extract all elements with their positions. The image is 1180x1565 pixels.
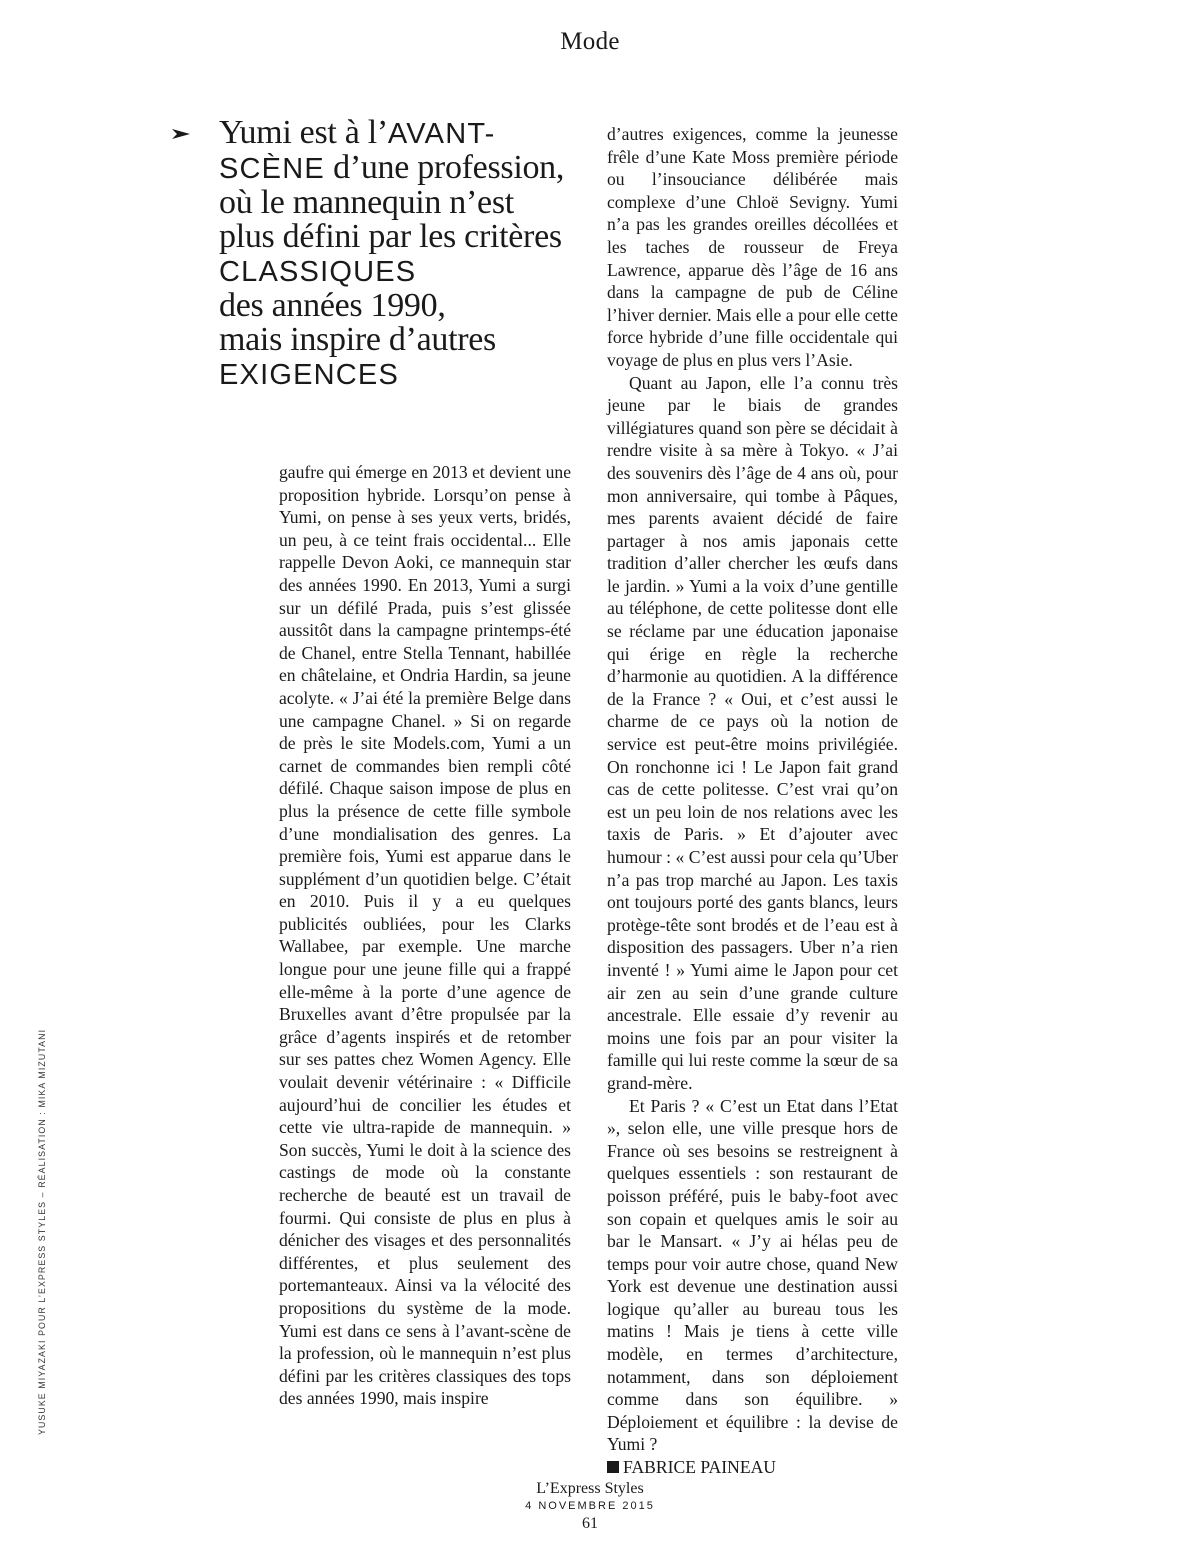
article-paragraph: gaufre qui émerge en 2013 et devient une proposition hybride. Lorsqu’on pense à Yumi, on pense à ses yeux verts, bridés, un peu, à ce teint frais occidental... Elle rappelle Devon Aoki, ce mannequin star des années 1990. En 2013, Yumi a surgi sur un défilé Prada, puis s’est glissée aussitôt dans la campagne printemps-été de Chanel, entre Stella Tennant, habillée en châtelaine, et Ondria Hardin, sa jeune acolyte. « J’ai été la première Belge dans une campagne Chanel. » Si on regarde de près le site Models.com, Yumi a un carnet de commandes bien rempli côté défilé. Chaque saison impose de plus en plus la présence de cette fille symbole d’une mondialisation des genres. La première fois, Yumi est apparue dans le supplément d’un quotidien belge. C’était en 2010. Puis il y a eu quelques publicités oubliées, pour les Clarks Wallabee, par exemple. Une marche longue pour une jeune fille qui a frappé elle-même à la porte d’une agence de Bruxelles avant d’être propulsée par la grâce d’agents inspirés et de retomber sur ses pattes chez Women Agency. Elle voulait devenir vétérinaire : « Difficile aujourd’hui de concilier les études et cette vie ultra-rapide de mannequin. » Son succès, Yumi le doit à la science des castings de mode où la constante recherche de beauté est un travail de fourmi. Qui consiste de plus en plus à dénicher des visages et des personnalités différentes, et plus seulement des portemanteaux. Ainsi va la vélocité des propositions du système de la mode. Yumi est dans ce sens à l’avant-scène de la profession, où le mannequin n’est plus défini par les critères classiques des tops des années 1990, mais inspire <box>279 462 571 1409</box>
pull-quote-line <box>219 220 599 254</box>
article-paragraph: d’autres exigences, comme la jeunesse frêle d’une Kate Moss première période ou l’insouciance délibérée mais complexe d’une Chloë Sevigny. Yumi n’a pas les grandes oreilles décollées et les taches de rousseur de Freya Lawrence, apparue dès l’âge de 16 ans dans la campagne de pub de Céline l’hiver dernier. Mais elle a pour elle cette force hybride d’une fille occidentale qui voyage de plus en plus vers l’Asie. <box>607 124 898 370</box>
author-name: FABRICE PAINEAU <box>623 1457 776 1478</box>
magazine-name: L’Express Styles <box>536 1480 644 1497</box>
pull-quote-text: des années 1990, <box>219 287 446 324</box>
pull-quote-line <box>219 289 599 323</box>
pull-quote-text: plus défini par les critères <box>219 218 562 255</box>
pull-quote-line <box>219 116 599 151</box>
article-column-right <box>607 123 898 1479</box>
article-paragraph: Quant au Japon, elle l’a connu très jeune par le biais de grandes villégiatures quand son père se décidait à rendre visite à sa mère à Tokyo. « J’ai des souvenirs dès l’âge de 4 ans où, pour mon anniversaire, qui tombe à Pâques, mes parents avaient décidé de faire partager à nos amis japonais cette tradition d’aller chercher les œufs dans le jardin. » Yumi a la voix d’une gentille au téléphone, de cette politesse dont elle se réclame par une éducation japonaise qui érige en règle la recherche d’harmonie au quotidien. A la différence de la France ? « Oui, et c’est aussi le charme de ce pays où la notion de service est peut-être moins privilégiée. On ronchonne ici ! Le Japon fait grand cas de cette politesse. C’est vrai qu’on est un peu loin de nos relations avec les taxis de Paris. » Et d’ajouter avec humour : « C’est aussi pour cela qu’Uber n’a pas trop marché au Japon. Les taxis ont toujours porté des gants blancs, leurs protège-tête sont brodés et de l’eau est à disposition des passagers. Uber n’a rien inventé ! » Yumi aime le Japon pour cet air zen au sein d’une grande culture ancestrale. Elle essaie d’y revenir au moins une fois par an pour visiter la famille qui lui reste comme la sœur de sa grand-mère. <box>607 372 898 1093</box>
pull-quote-text: mais inspire d’autres <box>219 321 496 358</box>
arrow-right-icon <box>170 127 192 141</box>
pull-quote-caps: CLASSIQUES <box>219 256 417 288</box>
article-paragraph: Et Paris ? « C’est un Etat dans l’Etat », selon elle, une ville presque hors de France où ses besoins se restreignent à quelques essentiels : son restaurant de poisson préféré, puis le baby-foot avec son copain et quelques amis le soir au bar le Mansart. « J’y ai hélas peu de temps pour voir autre chose, quand New York est devenue une destination aussi logique qu’aller au bureau tous les matins ! Mais je tiens à cette ville modèle, en termes d’architecture, notamment, dans son déploiement comme dans son équilibre. » Déploiement et équilibre : la devise de Yumi ? <box>607 1095 898 1455</box>
pull-quote-text: Yumi est à l’ <box>219 114 388 151</box>
photo-credit: YUSUKE MIYAZAKI POUR L’EXPRESS STYLES – RÉALISATION : MIKA MIZUTANI <box>37 1028 47 1435</box>
author-signature <box>607 1456 898 1479</box>
section-title: Mode <box>560 28 620 55</box>
pull-quote-caps: SCÈNE <box>219 153 325 185</box>
pull-quote-caps: AVANT- <box>387 118 496 150</box>
pull-quote-line <box>219 254 599 289</box>
article-column-left <box>279 461 571 1410</box>
pull-quote-line <box>219 357 599 392</box>
end-square-icon <box>607 1461 619 1473</box>
pull-quote <box>219 116 599 392</box>
pull-quote-caps: EXIGENCES <box>219 359 400 391</box>
pull-quote-text: d’une profession, <box>324 149 565 186</box>
page-number: 61 <box>582 1515 598 1532</box>
pull-quote-line <box>219 151 599 186</box>
pull-quote-text: où le mannequin n’est <box>219 184 514 221</box>
issue-date: 4 NOVEMBRE 2015 <box>525 1500 655 1512</box>
pull-quote-line <box>219 186 599 220</box>
pull-quote-line <box>219 323 599 357</box>
